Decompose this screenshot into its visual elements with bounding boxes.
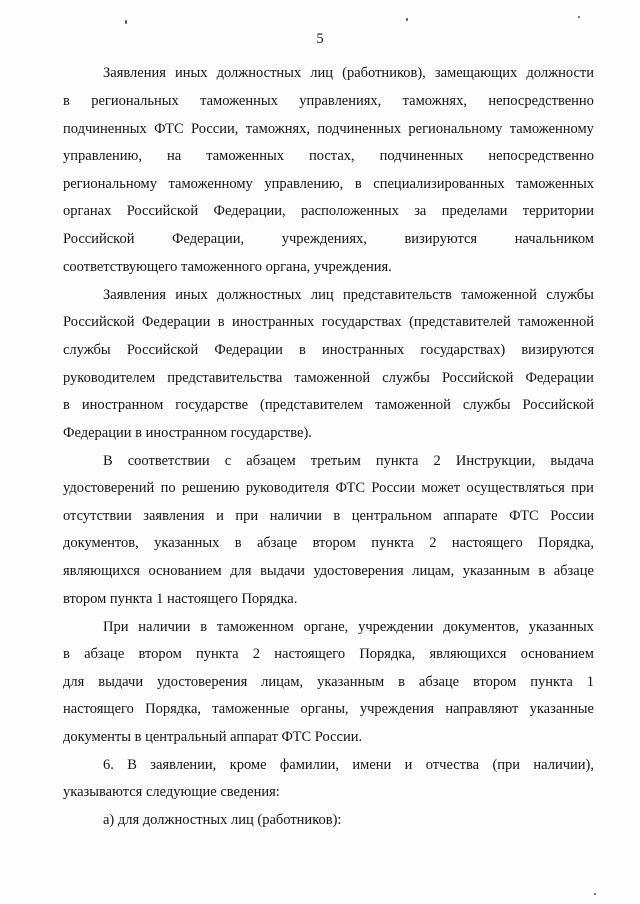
word: Федерации	[525, 370, 594, 386]
word: специализированных	[373, 176, 505, 192]
word: в	[354, 176, 362, 192]
word: выдача	[550, 453, 594, 469]
word: направляют	[445, 701, 519, 717]
word: ФТС	[154, 121, 184, 137]
word: органах	[63, 203, 112, 219]
word: государствах	[321, 314, 402, 330]
word: выдачи	[98, 674, 144, 690]
word: в	[63, 93, 70, 109]
word: являющихся	[429, 646, 507, 662]
word: и	[216, 508, 224, 524]
word: учреждениях,	[281, 231, 367, 247]
word: таможенной	[518, 314, 594, 330]
word: ФТС	[335, 480, 366, 496]
scan-speck	[578, 16, 580, 18]
word: абзаце	[84, 646, 125, 662]
word: руководителем	[63, 370, 156, 386]
word: пункта	[375, 453, 419, 469]
word: наличии	[269, 508, 322, 524]
text-line	[63, 534, 594, 552]
word: должностных	[217, 287, 302, 303]
text-line	[63, 424, 594, 442]
word: лиц	[310, 65, 334, 81]
word: Инструкции,	[455, 453, 536, 469]
word: (представителей	[409, 314, 511, 330]
word: в	[398, 674, 405, 690]
word: выдачи	[260, 563, 305, 579]
text-line	[63, 590, 594, 608]
word: решению	[181, 480, 240, 496]
word: таможенных	[516, 176, 594, 192]
word: Российской	[126, 203, 199, 219]
word: настоящего	[451, 535, 523, 551]
word: Российской	[63, 231, 135, 247]
word: втором	[138, 646, 182, 662]
text-line	[63, 673, 594, 691]
word: лицам,	[261, 674, 304, 690]
word: управлению,	[264, 176, 344, 192]
word: непосредственно	[488, 93, 594, 109]
word: России	[550, 508, 594, 524]
word: постах,	[309, 148, 355, 164]
word: удостоверений	[63, 480, 155, 496]
word: при	[235, 508, 259, 524]
word: для	[230, 563, 252, 579]
word: таможенной	[294, 370, 371, 386]
word: указанным	[462, 563, 530, 579]
word: осуществляться	[466, 480, 565, 496]
word: пункта	[371, 535, 414, 551]
word: и	[404, 757, 413, 773]
word: абзаце	[418, 674, 460, 690]
word: Заявления	[103, 287, 166, 303]
word: органе,	[303, 619, 349, 635]
word: таможенных	[200, 93, 278, 109]
text-line	[63, 756, 594, 774]
word: являющихся	[63, 563, 140, 579]
word: Заявления	[103, 65, 166, 81]
word: Российской	[63, 314, 135, 330]
text-line	[63, 120, 594, 138]
scan-speck	[594, 893, 596, 895]
text-line	[63, 286, 594, 304]
word: региональному	[63, 176, 157, 192]
text-line	[63, 341, 594, 359]
word: (представителем	[260, 397, 364, 413]
word: может	[421, 480, 461, 496]
word: руководителя	[245, 480, 330, 496]
word: Федерации	[141, 314, 211, 330]
word: таможенные	[212, 701, 290, 717]
word: заявления	[143, 508, 205, 524]
word: Федерации,	[213, 203, 286, 219]
word: удостоверения	[157, 674, 248, 690]
word: с	[224, 453, 232, 469]
word: государствах)	[420, 342, 506, 358]
text-line	[63, 202, 594, 220]
word: территории	[522, 203, 594, 219]
word: основанием	[148, 563, 222, 579]
word: управлениях,	[299, 93, 382, 109]
word: по	[160, 480, 176, 496]
word: указанные	[529, 701, 594, 717]
word: иностранном	[81, 397, 164, 413]
word: наличии	[138, 619, 191, 635]
word: наличии),	[533, 757, 594, 773]
word: 1	[586, 674, 594, 690]
word: иностранных	[322, 342, 405, 358]
word: визируются	[404, 231, 478, 247]
word: Российской	[522, 397, 594, 413]
word: соответствующего таможенного органа, учреждения.	[63, 259, 392, 275]
word: 2	[433, 453, 441, 469]
text-line	[63, 562, 594, 580]
word: региональному	[408, 121, 503, 137]
word: Порядка,	[538, 535, 594, 551]
word: в	[299, 342, 306, 358]
text-line	[63, 507, 594, 525]
word: указываются следующие сведения:	[63, 784, 280, 800]
word: в	[217, 314, 225, 330]
word: третьим	[310, 453, 361, 469]
word: документов,	[63, 535, 139, 551]
word: втором	[473, 674, 517, 690]
word: иных	[175, 287, 208, 303]
word: кроме	[229, 757, 267, 773]
word: а) для должностных лиц (работников):	[103, 812, 342, 828]
word: иностранных	[232, 314, 315, 330]
word: абзаце	[256, 535, 298, 551]
word: 2	[252, 646, 261, 662]
word: Российской	[441, 370, 514, 386]
word: абзаце	[553, 563, 594, 579]
word: таможенному	[168, 176, 253, 192]
word: в	[200, 619, 208, 635]
word: службы	[63, 342, 111, 358]
text-line	[63, 618, 594, 636]
word: учреждении	[358, 619, 434, 635]
text-line	[63, 313, 594, 331]
word: В	[127, 757, 137, 773]
text-line	[63, 479, 594, 497]
word: подчиненных	[63, 121, 147, 137]
word: Федерации	[214, 342, 283, 358]
word: указанных	[154, 535, 220, 551]
text-line	[63, 645, 594, 663]
word: абзацем	[246, 453, 296, 469]
word: Порядка,	[359, 646, 416, 662]
word: службы	[546, 287, 594, 303]
word: в	[63, 397, 70, 413]
text-line	[63, 147, 594, 165]
word: для	[63, 674, 85, 690]
text-line	[63, 396, 594, 414]
word: в	[333, 508, 341, 524]
text-line	[63, 230, 594, 248]
word: в	[234, 535, 242, 551]
word: за	[414, 203, 427, 219]
word: Федерации,	[172, 231, 245, 247]
word: должности	[526, 65, 594, 81]
word: ФТС	[509, 508, 539, 524]
word: замещающих	[434, 65, 518, 81]
word: в	[63, 646, 70, 662]
word: заявлении,	[150, 757, 217, 773]
word: службы	[462, 397, 511, 413]
word: пункта	[530, 674, 573, 690]
word: подчиненных	[317, 121, 402, 137]
word: представительства	[167, 370, 283, 386]
word: (при	[492, 757, 521, 773]
text-line	[63, 369, 594, 387]
word: удостоверения	[313, 563, 404, 579]
word: России,	[191, 121, 239, 137]
text-line	[63, 700, 594, 718]
word: центральном	[351, 508, 432, 524]
text-line	[63, 258, 594, 276]
word: таможенных	[206, 148, 284, 164]
word: расположенных	[301, 203, 399, 219]
text-line	[63, 92, 594, 110]
word: втором	[312, 535, 356, 551]
word: начальником	[514, 231, 594, 247]
word: настоящего	[63, 701, 134, 717]
word: втором пункта 1 настоящего Порядка.	[63, 591, 298, 607]
word: непосредственно	[488, 148, 594, 164]
word: (работников),	[342, 65, 426, 81]
word: указанных	[528, 619, 594, 635]
scan-speck	[125, 20, 127, 24]
word: документов,	[443, 619, 519, 635]
word: Федерации в иностранном государстве).	[63, 425, 312, 441]
word: Порядка,	[145, 701, 202, 717]
word: имени	[352, 757, 392, 773]
word: представительств	[342, 287, 452, 303]
word: учреждения	[359, 701, 435, 717]
word: управлению,	[63, 148, 142, 164]
word: визируются	[521, 342, 594, 358]
word: должностных	[216, 65, 302, 81]
word: службы	[382, 370, 430, 386]
word: соответствии	[127, 453, 210, 469]
word: таможенной	[461, 287, 537, 303]
text-line	[63, 64, 594, 82]
word: иных	[174, 65, 208, 81]
text-line	[63, 783, 594, 801]
text-line	[63, 728, 594, 746]
scan-speck	[406, 18, 408, 21]
word: фамилии,	[279, 757, 340, 773]
word: пункта	[195, 646, 239, 662]
word: России	[371, 480, 416, 496]
text-line	[63, 452, 594, 470]
text-line	[63, 811, 594, 829]
word: Российской	[126, 342, 199, 358]
word: 2	[429, 535, 437, 551]
page-number: 5	[316, 31, 324, 47]
word: органы,	[300, 701, 349, 717]
word: настоящего	[274, 646, 346, 662]
word: лиц	[310, 287, 334, 303]
word: основанием	[520, 646, 594, 662]
word: таможенному	[509, 121, 594, 137]
word: В	[103, 453, 113, 469]
word: отсутствии	[63, 508, 132, 524]
word: таможнях,	[245, 121, 311, 137]
word: аппарате	[443, 508, 498, 524]
word: таможнях,	[402, 93, 467, 109]
word: государстве	[175, 397, 249, 413]
word: региональных	[91, 93, 179, 109]
word: подчиненных	[379, 148, 464, 164]
word: 6.	[103, 757, 114, 773]
text-line	[63, 175, 594, 193]
word: при	[571, 480, 594, 496]
word: указанным	[317, 674, 385, 690]
word: таможенной	[375, 397, 451, 413]
word: отчества	[425, 757, 480, 773]
word: пределами	[441, 203, 508, 219]
word: на	[167, 148, 182, 164]
word: таможенном	[216, 619, 294, 635]
word: документы в центральный аппарат ФТС России.	[63, 729, 363, 745]
word: в	[538, 563, 546, 579]
word: лицам,	[412, 563, 455, 579]
word: При	[103, 619, 129, 635]
